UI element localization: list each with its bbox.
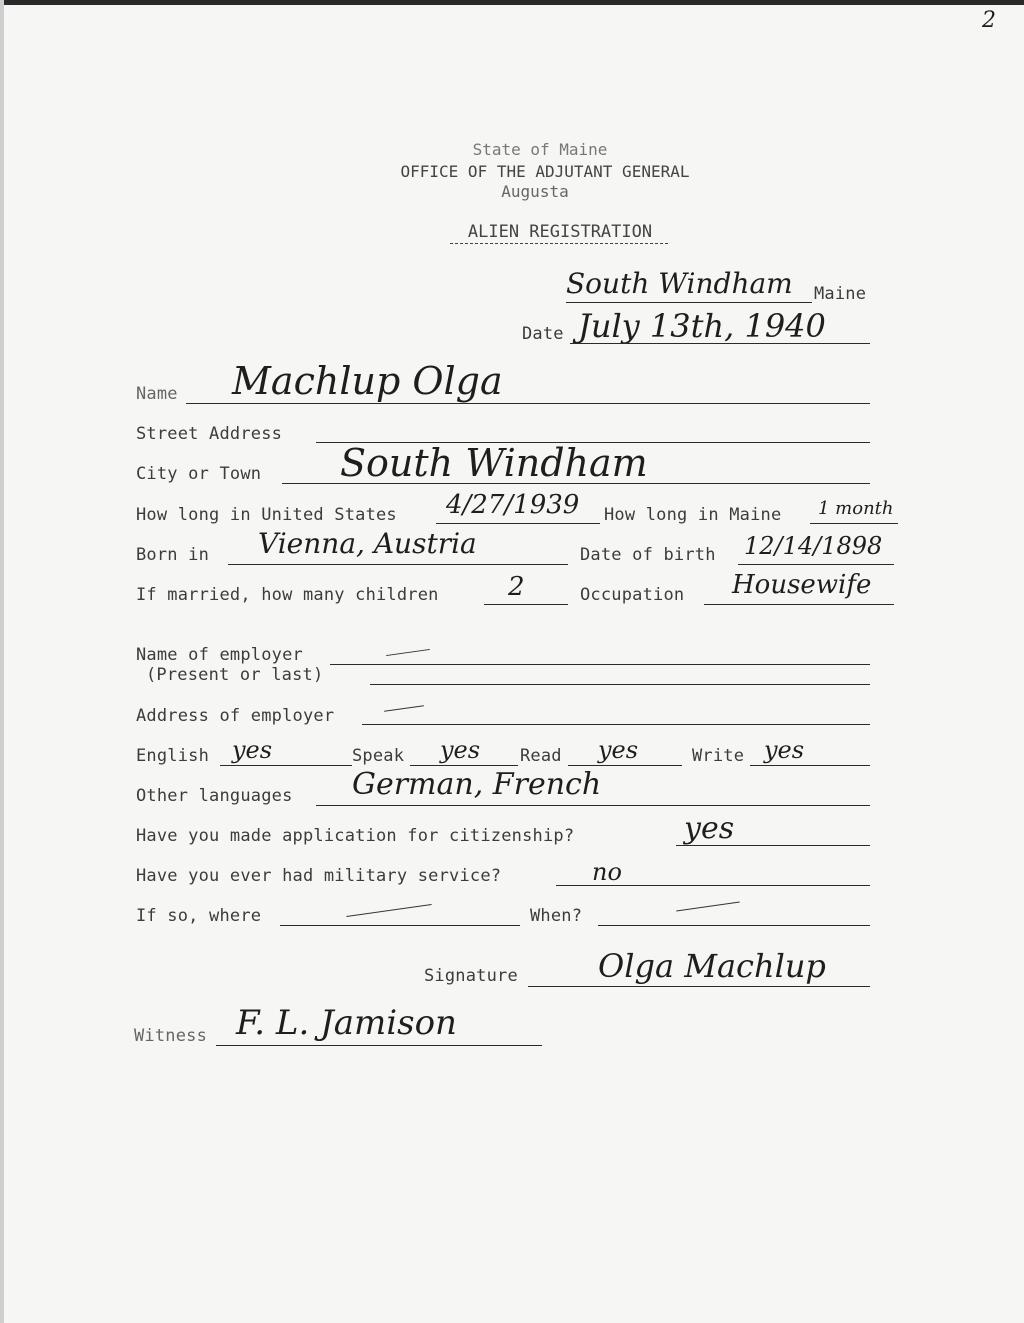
english-value: yes [232,736,273,764]
header-state: State of Maine [472,140,608,159]
how-long-maine-line [810,523,898,524]
military-label: Have you ever had military service? [136,866,502,886]
name-value: Machlup Olga [232,359,503,403]
occupation-line [704,604,894,605]
citizenship-value: yes [684,811,735,846]
how-long-us-label: How long in United States [136,505,397,525]
other-languages-line [316,805,870,806]
witness-label: Witness [134,1026,208,1046]
employer-name-sublabel: (Present or last) [146,665,324,685]
date-line [570,343,870,344]
place-handwritten: South Windham [566,267,793,300]
write-line [750,765,870,766]
title-underline [450,243,668,244]
when-line [598,925,870,926]
speak-line [410,765,518,766]
signature-value: Olga Machlup [598,947,826,985]
other-languages-label: Other languages [136,786,293,806]
how-long-maine-label: How long in Maine [604,505,782,525]
read-value: yes [598,736,639,764]
speak-label: Speak [352,746,405,766]
employer-name-label: Name of employer [136,645,303,665]
children-label: If married, how many children [136,585,439,605]
when-label: When? [530,906,583,926]
scan-top-edge [0,0,1024,5]
children-line [484,604,568,605]
corner-page-mark: 2 [982,8,996,33]
how-long-maine-value: 1 month [818,498,894,519]
citizenship-label: Have you made application for citizenship? [136,826,575,846]
military-line [556,885,870,886]
employer-address-dash [384,705,424,712]
when-dash [676,902,740,912]
employer-name-dash [386,649,430,656]
witness-line [216,1045,542,1046]
form-title: ALIEN REGISTRATION [467,222,653,242]
english-line [220,765,352,766]
place-suffix: Maine [814,284,867,304]
where-line [280,925,520,926]
employer-name-line-2 [370,684,870,685]
occupation-value: Housewife [732,570,872,600]
other-languages-value: German, French [352,767,602,802]
military-value: no [592,858,622,886]
where-dash [346,904,431,917]
write-label: Write [692,746,745,766]
write-value: yes [764,736,805,764]
city-line [282,483,870,484]
born-line [228,564,568,565]
signature-line [528,986,870,987]
dob-label: Date of birth [580,545,716,565]
header-city: Augusta [501,182,569,201]
citizenship-line [676,845,870,846]
employer-name-line [330,664,870,665]
children-value: 2 [508,572,525,602]
dob-value: 12/14/1898 [744,532,883,560]
scan-left-edge [0,0,4,1323]
date-label: Date [522,324,564,344]
street-label: Street Address [136,424,283,444]
employer-address-label: Address of employer [136,706,335,726]
occupation-label: Occupation [580,585,685,605]
how-long-us-line [436,523,600,524]
witness-value: F. L. Jamison [236,1003,457,1043]
speak-value: yes [440,736,481,764]
born-value: Vienna, Austria [258,527,477,560]
read-line [568,765,682,766]
english-label: English [136,746,210,766]
where-label: If so, where [136,906,262,926]
header-office: OFFICE OF THE ADJUTANT GENERAL [400,162,690,181]
how-long-us-value: 4/27/1939 [446,490,580,520]
place-line [566,302,812,303]
city-value: South Windham [340,441,648,485]
date-value: July 13th, 1940 [578,307,826,345]
name-label: Name [136,384,178,404]
name-line [186,403,870,404]
born-label: Born in [136,545,210,565]
dob-line [738,564,894,565]
signature-label: Signature [424,966,518,986]
city-label: City or Town [136,464,262,484]
read-label: Read [520,746,562,766]
employer-address-line [362,724,870,725]
